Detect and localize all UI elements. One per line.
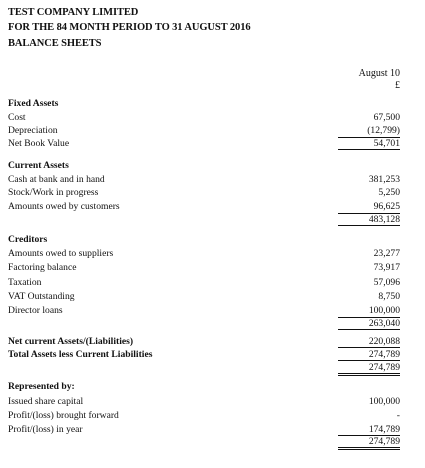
debtors-label: Amounts owed by customers (8, 201, 120, 212)
debtors-value: 96,625 (373, 201, 400, 212)
depreciation-value: (12,799) (367, 125, 400, 136)
total-assets-label: Total Assets less Current Liabilities (8, 349, 153, 360)
company-name: TEST COMPANY LIMITED (8, 7, 139, 18)
taxation-value: 57,096 (373, 277, 400, 288)
net-book-value-value: 54,701 (338, 137, 400, 150)
fixed-assets-heading: Fixed Assets (8, 98, 59, 109)
profit-brought-forward-label: Profit/(loss) brought forward (8, 410, 119, 421)
profit-brought-forward-value: - (396, 410, 400, 421)
depreciation-label: Depreciation (8, 125, 58, 136)
taxation-label: Taxation (8, 277, 42, 288)
vat-value: 8,750 (378, 291, 400, 302)
represented-by-heading: Represented by: (8, 381, 75, 392)
suppliers-label: Amounts owed to suppliers (8, 248, 114, 259)
represented-by-total: 274,789 (338, 436, 400, 450)
column-currency: £ (395, 80, 400, 91)
cash-label: Cash at bank and in hand (8, 174, 105, 185)
total-assets-value: 274,789 (338, 349, 400, 361)
report-period: FOR THE 84 MONTH PERIOD TO 31 AUGUST 2016 (8, 22, 251, 33)
net-current-assets-label: Net current Assets/(Liabilities) (8, 336, 134, 347)
share-capital-label: Issued share capital (8, 396, 84, 407)
share-capital-value: 100,000 (368, 396, 400, 407)
report-title: BALANCE SHEETS (8, 38, 102, 49)
net-current-assets-value: 220,088 (338, 336, 400, 348)
cost-value: 67,500 (373, 112, 400, 123)
factoring-label: Factoring balance (8, 262, 77, 273)
net-book-value-label: Net Book Value (8, 138, 70, 149)
profit-in-year-value: 174,789 (338, 424, 400, 436)
column-date: August 10 (358, 68, 400, 79)
current-assets-heading: Current Assets (8, 160, 69, 171)
factoring-value: 73,917 (373, 262, 400, 273)
stock-value: 5,250 (378, 187, 400, 198)
current-assets-total: 483,128 (338, 213, 400, 226)
creditors-heading: Creditors (8, 234, 48, 245)
suppliers-value: 23,277 (373, 248, 400, 259)
profit-in-year-label: Profit/(loss) in year (8, 424, 83, 435)
vat-label: VAT Outstanding (8, 291, 75, 302)
total-assets-value-repeat: 274,789 (338, 362, 400, 376)
director-loans-value: 100,000 (368, 305, 400, 316)
director-loans-label: Director loans (8, 305, 63, 316)
cost-label: Cost (8, 112, 26, 123)
creditors-total: 263,040 (338, 317, 400, 330)
stock-label: Stock/Work in progress (8, 187, 99, 198)
cash-value: 381,253 (368, 174, 400, 185)
